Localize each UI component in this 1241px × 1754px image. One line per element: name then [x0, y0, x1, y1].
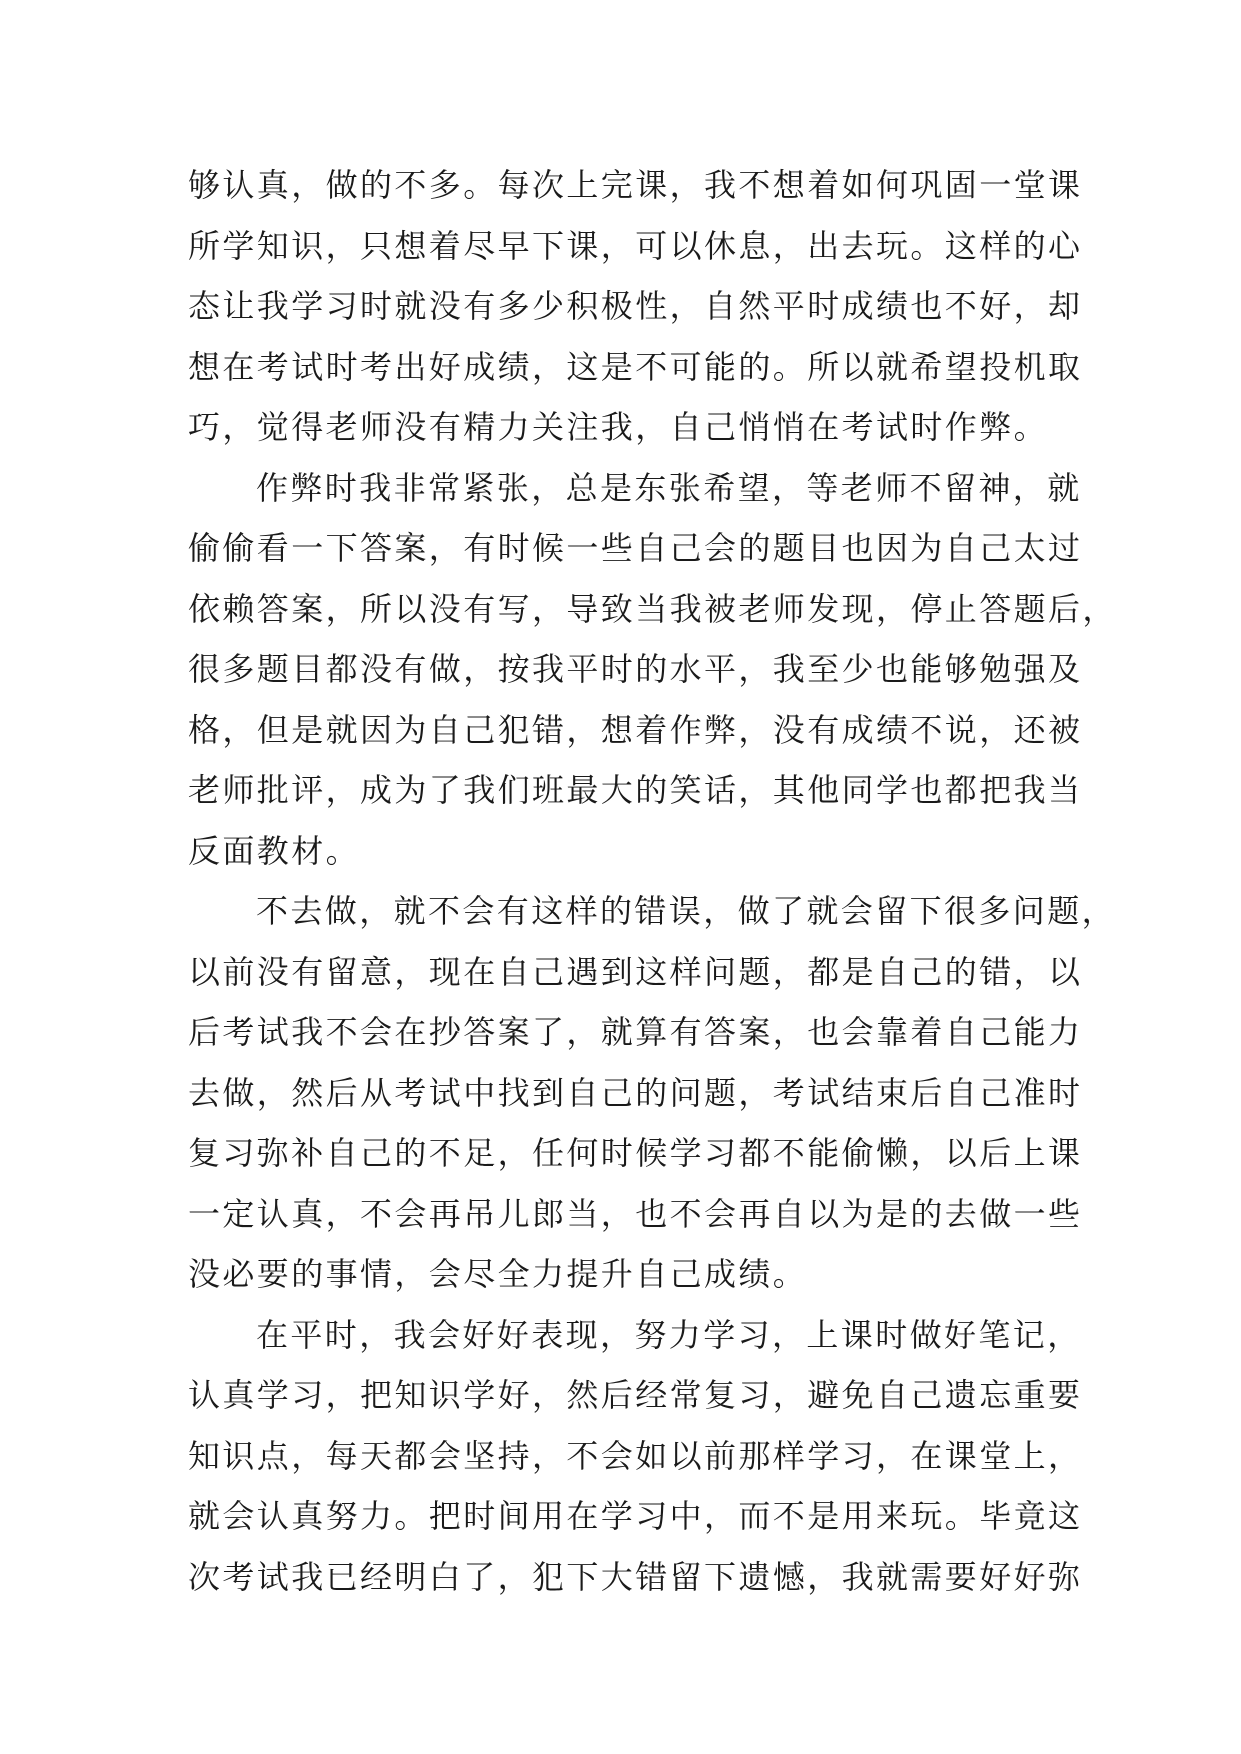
- text-line: 知识点，每天都会坚持，不会如以前那样学习，在课堂上，: [188, 1436, 1083, 1475]
- text-line: 后考试我不会在抄答案了，就算有答案，也会靠着自己能力: [188, 1013, 1083, 1051]
- text-line: 偷偷看一下答案，有时候一些自己会的题目也因为自己太过: [188, 529, 1083, 567]
- text-line: 所学知识，只想着尽早下课，可以休息，出去玩。这样的心: [188, 226, 1083, 265]
- text-line: 想在考试时考出好成绩，这是不可能的。所以就希望投机取: [188, 347, 1083, 386]
- text-line: 一定认真，不会再吊儿郎当，也不会再自以为是的去做一些: [188, 1194, 1083, 1233]
- text-line: 够认真，做的不多。每次上完课，我不想着如何巩固一堂课: [188, 166, 1083, 204]
- text-line: 次考试我已经明白了，犯下大错留下遗憾，我就需要好好弥: [188, 1557, 1083, 1596]
- text-line: 反面教材。: [188, 831, 361, 870]
- text-line: 去做，然后从考试中找到自己的问题，考试结束后自己准时: [188, 1073, 1083, 1112]
- text-line: 老师批评，成为了我们班最大的笑话，其他同学也都把我当: [188, 771, 1083, 809]
- text-line: 没必要的事情，会尽全力提升自己成绩。: [188, 1255, 808, 1293]
- text-line: 复习弥补自己的不足，任何时候学习都不能偷懒，以后上课: [188, 1134, 1083, 1172]
- text-line: 很多题目都没有做，按我平时的水平，我至少也能够勉强及: [188, 650, 1083, 688]
- text-line: 巧，觉得老师没有精力关注我，自己悄悄在考试时作弊。: [188, 408, 1049, 446]
- text-line: 以前没有留意，现在自己遇到这样问题，都是自己的错，以: [188, 952, 1083, 991]
- text-line: 认真学习，把知识学好，然后经常复习，避免自己遗忘重要: [188, 1376, 1083, 1414]
- document-body-text: [188, 155, 1117, 1607]
- text-line: 态让我学习时就没有多少积极性，自然平时成绩也不好，却: [188, 287, 1083, 325]
- paragraph-first-line: 不去做，就不会有这样的错误，做了就会留下很多问题，: [256, 892, 1117, 930]
- paragraph-first-line: 作弊时我非常紧张，总是东张希望，等老师不留神，就: [256, 468, 1082, 507]
- text-line: 就会认真努力。把时间用在学习中，而不是用来玩。毕竟这: [188, 1497, 1083, 1535]
- text-line: 格，但是就因为自己犯错，想着作弊，没有成绩不说，还被: [188, 710, 1083, 749]
- paragraph-first-line: 在平时，我会好好表现，努力学习，上课时做好笔记，: [256, 1315, 1082, 1354]
- text-line: 依赖答案，所以没有写，导致当我被老师发现，停止答题后，: [188, 589, 1117, 628]
